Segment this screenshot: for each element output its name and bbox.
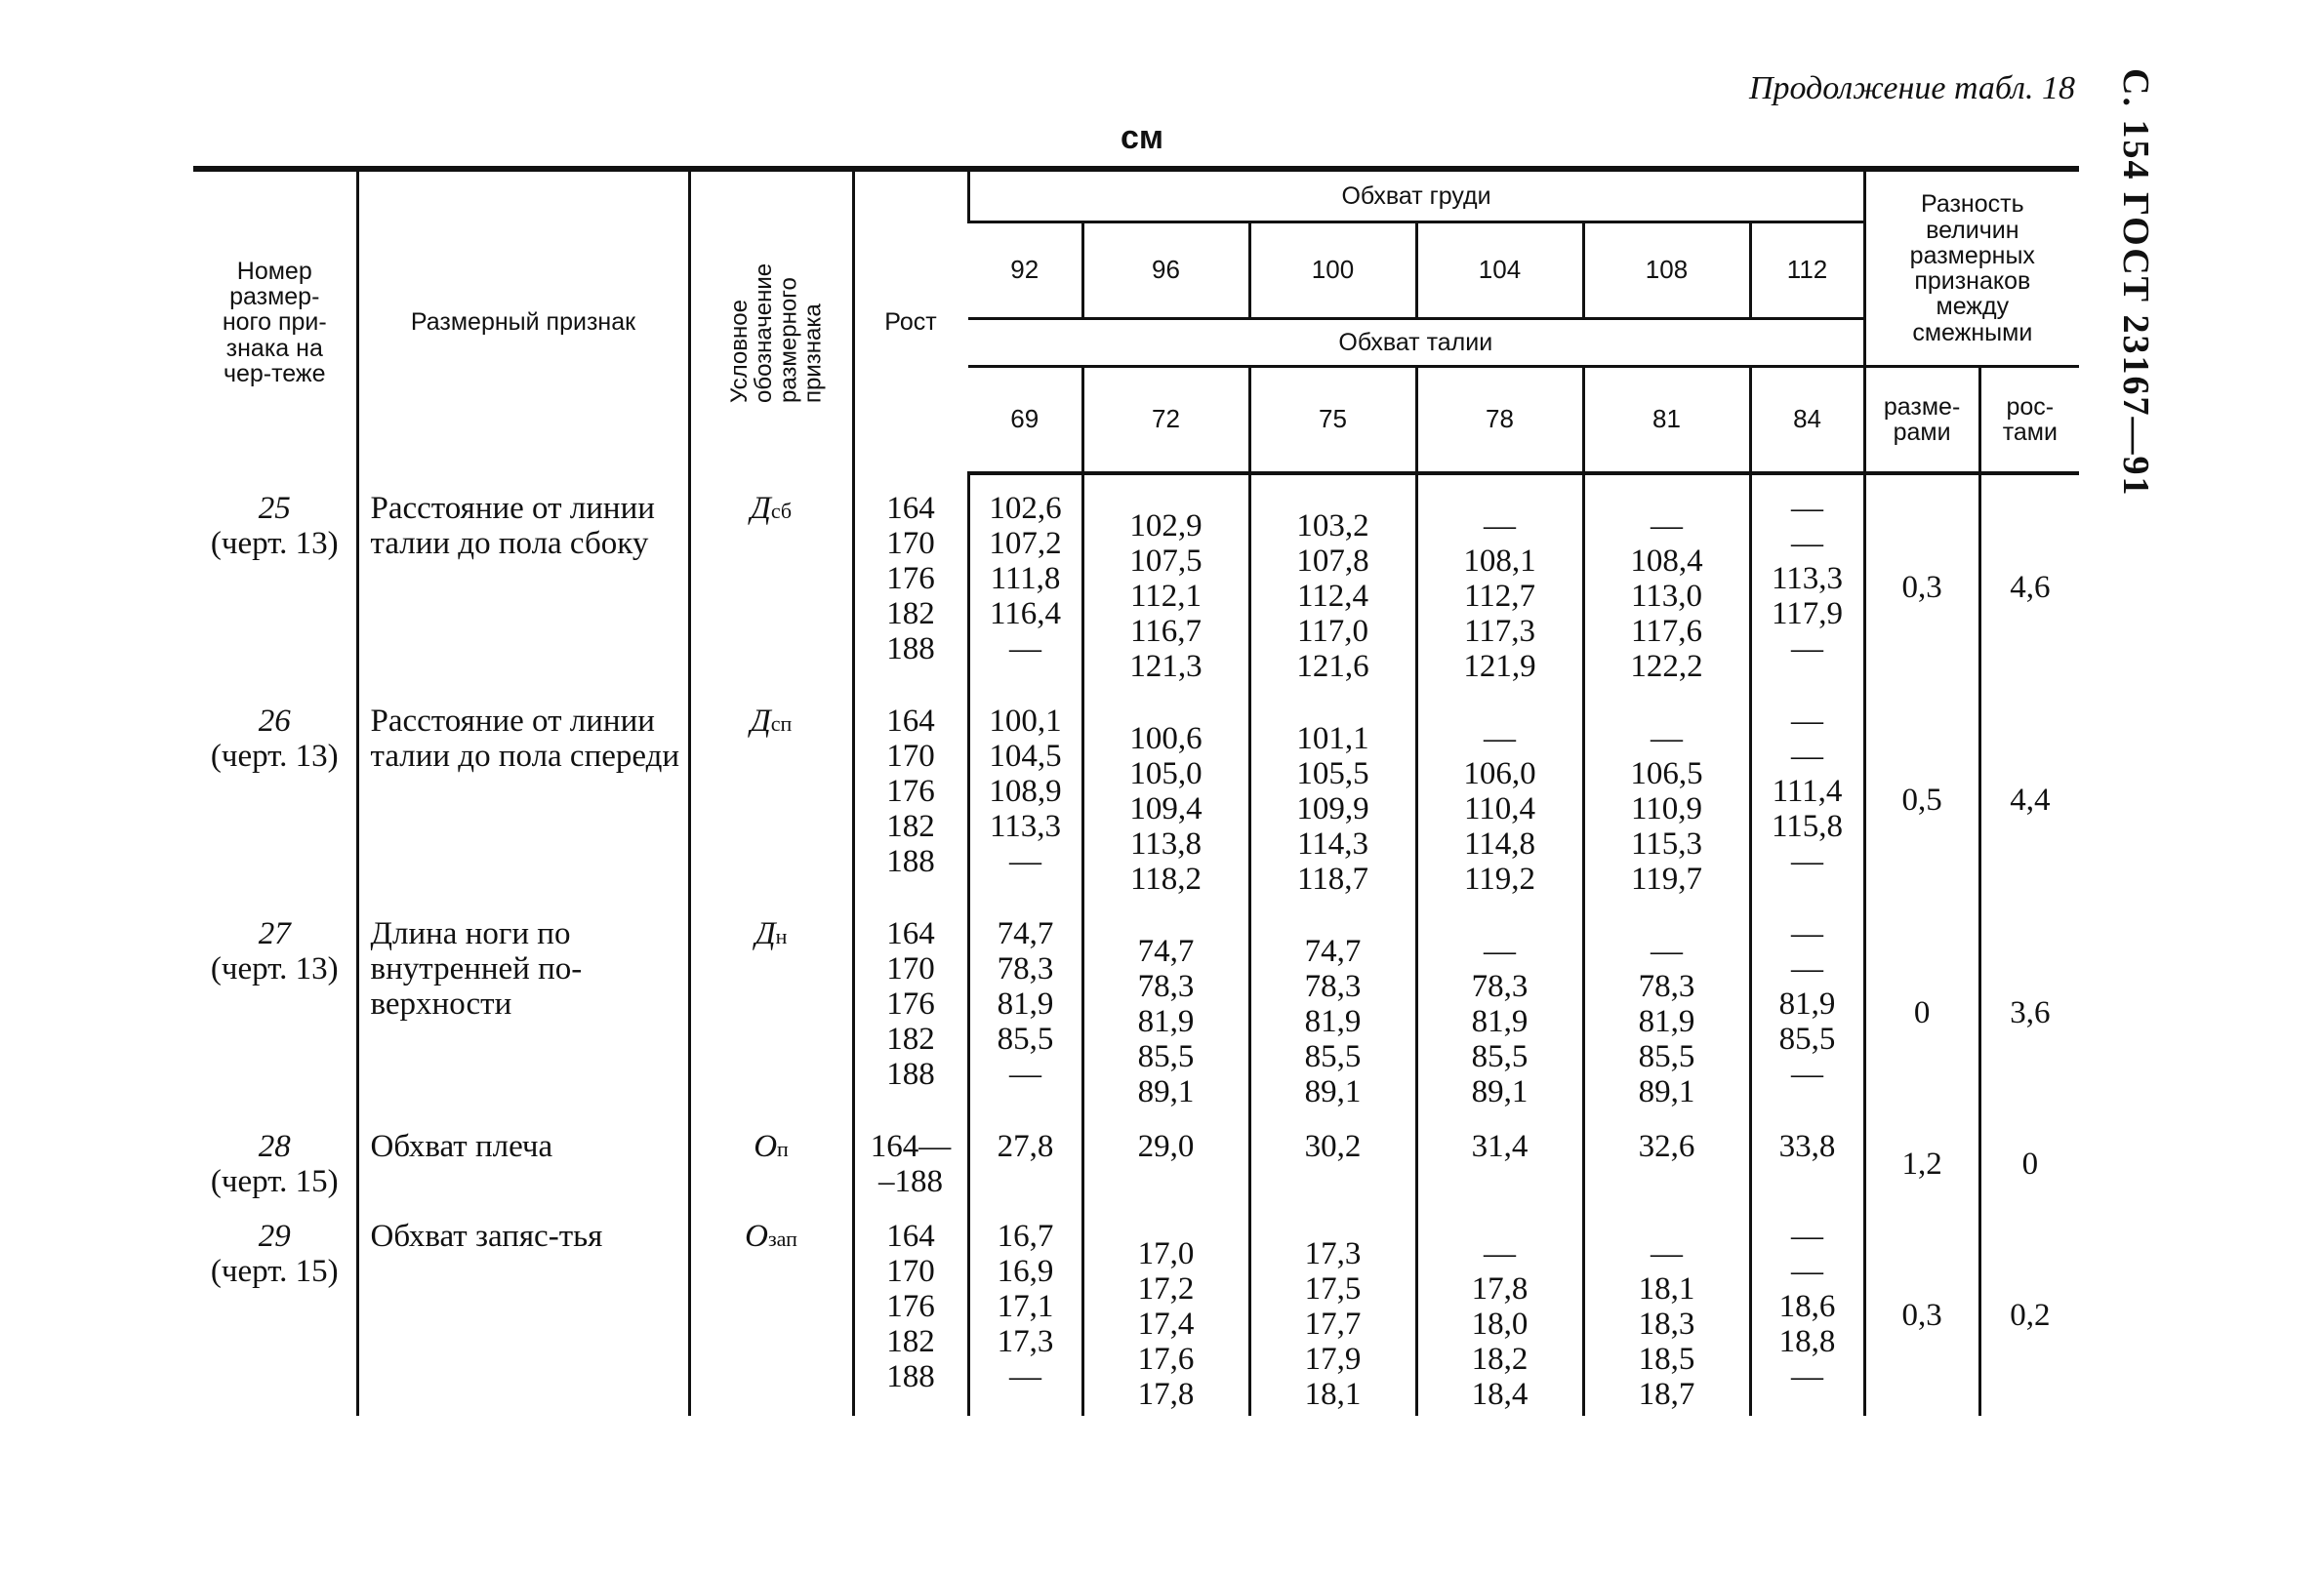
size-value: 119,7 [1630,862,1703,897]
feature-number: 26 [258,704,291,739]
size-value: 111,8 [990,561,1061,596]
size-value: 121,9 [1463,649,1536,684]
size-value-column [1082,491,1249,688]
size-value: — [1791,526,1824,561]
header-chest-104: 104 [1416,222,1583,319]
size-value: 105,0 [1129,756,1203,791]
header-chest-96: 96 [1082,222,1249,319]
size-value: 108,1 [1463,543,1536,579]
size-value: 122,2 [1630,649,1703,684]
symbol-subscript: сб [770,499,793,523]
size-value: 18,5 [1638,1342,1695,1377]
height-value: 170 [886,526,935,561]
size-value: 109,9 [1296,791,1369,826]
size-value-column [1082,704,1249,901]
size-value: — [1791,1219,1824,1254]
size-value: 30,2 [1304,1129,1362,1164]
size-value: 114,3 [1296,826,1369,862]
size-value: 89,1 [1137,1074,1195,1109]
size-value: 116,7 [1129,614,1203,649]
feature-symbol [689,1219,853,1416]
size-value-column [1416,491,1583,688]
size-value: 85,5 [997,1022,1054,1057]
size-value: 117,3 [1463,614,1536,649]
table-caption: Продолжение табл. 18 [1748,70,2075,106]
size-value: 121,6 [1296,649,1369,684]
size-value-column [1583,704,1750,901]
size-value: 111,4 [1772,774,1843,809]
size-value-column [968,1219,1082,1416]
size-value: 113,8 [1129,826,1203,862]
height-value: 182 [886,809,935,844]
size-value: 89,1 [1638,1074,1695,1109]
drawing-reference: (черт. 15) [210,1164,339,1199]
size-value-column [1750,916,1864,1113]
header-chest-108: 108 [1583,222,1750,319]
height-values [853,1129,968,1203]
size-value: — [1791,916,1824,951]
size-value: — [1791,631,1824,666]
size-value: 107,2 [989,526,1062,561]
size-value: 81,9 [997,986,1054,1022]
feature-symbol [689,704,853,901]
height-value: 170 [886,739,935,774]
feature-number-cell [193,704,357,901]
size-value: 113,0 [1630,579,1703,614]
height-value: 164 [886,916,935,951]
header-diff-sizes: разме-рами [1864,367,1979,474]
header-chest-group: Обхват груди [968,169,1864,222]
height-value: 170 [886,1254,935,1289]
size-value: 116,4 [989,596,1062,631]
diff-between-heights: 0,2 [1979,1219,2079,1416]
header-waist-69: 69 [968,367,1082,474]
size-value: — [1484,1236,1516,1271]
size-value-column [1583,1129,1750,1203]
size-value: 103,2 [1296,508,1369,543]
size-value-column [1249,491,1416,688]
size-value: 119,2 [1463,862,1536,897]
size-value-column [1583,491,1750,688]
table-body [193,473,2079,1416]
header-waist-81: 81 [1583,367,1750,474]
size-value-column [1249,1219,1416,1416]
size-value: 17,4 [1137,1307,1195,1342]
size-value: 110,4 [1463,791,1536,826]
size-value: — [1791,844,1824,879]
size-value: 100,6 [1129,721,1203,756]
feature-number-cell [193,491,357,688]
symbol-subscript: зап [767,1227,797,1251]
size-value: 81,9 [1471,1004,1529,1039]
size-value: 81,9 [1778,986,1836,1022]
size-value: — [1009,631,1041,666]
size-value: 17,7 [1304,1307,1362,1342]
feature-number-cell [193,1219,357,1416]
drawing-reference: (черт. 13) [210,526,339,561]
header-chest-92: 92 [968,222,1082,319]
size-value-column [1082,1129,1249,1203]
size-value-column [1750,1129,1864,1203]
height-value: –188 [878,1164,943,1199]
size-value: 102,9 [1129,508,1203,543]
size-value: 17,1 [997,1289,1054,1324]
table-row [193,491,2079,688]
size-value: 113,3 [989,809,1062,844]
symbol-letter: О [745,1219,768,1254]
height-values [853,916,968,1113]
size-value: 112,7 [1463,579,1536,614]
height-value: 188 [886,844,935,879]
size-value: 78,3 [1304,969,1362,1004]
size-value: — [1791,704,1824,739]
size-value: — [1651,721,1683,756]
symbol-letter: О [754,1129,778,1164]
size-value: 74,7 [1304,934,1362,969]
size-value: 17,9 [1304,1342,1362,1377]
size-value: 78,3 [1471,969,1529,1004]
size-value: 31,4 [1471,1129,1529,1164]
symbol-letter: Д [754,916,776,951]
size-value: 18,7 [1638,1377,1695,1412]
table-row [193,704,2079,901]
height-values [853,1219,968,1416]
size-value: 108,4 [1630,543,1703,579]
size-value: 17,8 [1137,1377,1195,1412]
size-value: 117,6 [1630,614,1703,649]
header-chest-100: 100 [1249,222,1416,319]
size-value: 112,4 [1296,579,1369,614]
size-value: — [1009,844,1041,879]
size-value: 101,1 [1296,721,1369,756]
size-value: 85,5 [1778,1022,1836,1057]
header-number: Номер размер-ного при-знака на чер-теже [193,169,357,473]
size-value: 110,9 [1630,791,1703,826]
header-symbol-cell [689,169,853,473]
size-value: — [1009,1359,1041,1394]
size-value: 118,2 [1129,862,1203,897]
diff-between-sizes: 0,3 [1864,491,1979,688]
feature-name: Расстояние от линии талии до пола спереди [357,704,689,901]
height-value: 182 [886,596,935,631]
size-value: 18,1 [1304,1377,1362,1412]
feature-number: 27 [258,916,291,951]
size-value: 109,4 [1129,791,1203,826]
symbol-letter: Д [750,704,771,739]
size-value: 74,7 [1137,934,1195,969]
size-value: 115,8 [1772,809,1844,844]
size-value: 118,7 [1296,862,1369,897]
header-symbol: Условное обозначение размерного признака [726,262,827,403]
size-value: 32,6 [1638,1129,1695,1164]
size-value: 18,3 [1638,1307,1695,1342]
size-value-column [968,491,1082,688]
size-value-column [1249,704,1416,901]
size-value: 105,5 [1296,756,1369,791]
feature-symbol [689,916,853,1113]
feature-name: Обхват плеча [357,1129,689,1203]
header-waist-72: 72 [1082,367,1249,474]
drawing-reference: (черт. 13) [210,739,339,774]
size-value: 17,5 [1304,1271,1362,1307]
height-value: 164 [886,491,935,526]
feature-number: 28 [258,1129,291,1164]
size-value: 78,3 [1137,969,1195,1004]
size-value: 113,3 [1772,561,1844,596]
height-value: 176 [886,986,935,1022]
table-row [193,916,2079,1113]
size-value: 117,0 [1296,614,1369,649]
size-value: 18,2 [1471,1342,1529,1377]
size-value: 112,1 [1129,579,1203,614]
size-value-column [968,704,1082,901]
size-value: 18,1 [1638,1271,1695,1307]
size-value: 81,9 [1304,1004,1362,1039]
symbol-subscript: п [777,1137,789,1161]
feature-symbol [689,1129,853,1203]
size-value: — [1651,934,1683,969]
header-diff-group: Разность величин размерных признаков между смежными [1864,169,2079,367]
diff-between-sizes: 0,5 [1864,704,1979,901]
size-value-column [1583,916,1750,1113]
height-value: 176 [886,561,935,596]
size-value: 104,5 [989,739,1062,774]
size-value: 29,0 [1137,1129,1195,1164]
size-value: 18,0 [1471,1307,1529,1342]
size-value-column [968,1129,1082,1203]
header-waist-group: Обхват талии [968,319,1864,367]
size-value: 33,8 [1778,1129,1836,1164]
header-chest-112: 112 [1750,222,1864,319]
header-waist-75: 75 [1249,367,1416,474]
header-waist-84: 84 [1750,367,1864,474]
table-row [193,1129,2079,1203]
height-value: 188 [886,631,935,666]
size-value-column [1750,491,1864,688]
symbol-subscript: сп [770,711,793,736]
size-value-column [1082,1219,1249,1416]
height-values [853,704,968,901]
header-height: Рост [853,169,968,473]
diff-between-heights: 3,6 [1979,916,2079,1113]
size-value: — [1791,1359,1824,1394]
table-row [193,1219,2079,1416]
size-value: 102,6 [989,491,1062,526]
size-value-column [1583,1219,1750,1416]
feature-number-cell [193,916,357,1113]
size-value: — [1791,491,1824,526]
size-value: 121,3 [1129,649,1203,684]
symbol-subscript: н [775,924,788,948]
size-value: 17,8 [1471,1271,1529,1307]
size-value-column [1416,916,1583,1113]
size-value: 18,8 [1778,1324,1836,1359]
size-value: 85,5 [1304,1039,1362,1074]
size-value: 17,0 [1137,1236,1195,1271]
size-value: 89,1 [1304,1074,1362,1109]
height-value: 176 [886,1289,935,1324]
size-value: — [1791,951,1824,986]
size-value-column [1416,1219,1583,1416]
size-value: 16,7 [997,1219,1054,1254]
size-value: 17,2 [1137,1271,1195,1307]
size-value: 114,8 [1463,826,1536,862]
size-value-column [1416,1129,1583,1203]
size-value: 107,5 [1129,543,1203,579]
size-value: 27,8 [997,1129,1054,1164]
symbol-letter: Д [750,491,771,526]
size-value: 115,3 [1630,826,1703,862]
measurement-table [193,166,2079,1416]
size-value: — [1484,721,1516,756]
diff-between-heights: 0 [1979,1129,2079,1203]
size-value: — [1484,508,1516,543]
size-value-column [968,916,1082,1113]
size-value: 107,8 [1296,543,1369,579]
size-value: — [1791,739,1824,774]
height-value: 182 [886,1022,935,1057]
height-value: 188 [886,1057,935,1092]
size-value-column [1249,916,1416,1113]
height-value: 176 [886,774,935,809]
size-value: 108,9 [989,774,1062,809]
size-value: 100,1 [989,704,1062,739]
diff-between-heights: 4,4 [1979,704,2079,901]
size-value: 85,5 [1638,1039,1695,1074]
diff-between-sizes: 1,2 [1864,1129,1979,1203]
size-value: 18,4 [1471,1377,1529,1412]
size-value-column [1082,916,1249,1113]
page-side-header: С. 154 ГОСТ 23167—91 [2115,68,2156,498]
size-value: 17,6 [1137,1342,1195,1377]
header-diff-heights: рос-тами [1979,367,2079,474]
diff-between-sizes: 0 [1864,916,1979,1113]
diff-between-sizes: 0,3 [1864,1219,1979,1416]
size-value-column [1750,704,1864,901]
header-name: Размерный признак [357,169,689,473]
size-value: 106,0 [1463,756,1536,791]
size-value: 17,3 [1304,1236,1362,1271]
size-value: 78,3 [1638,969,1695,1004]
table-header [193,169,2079,473]
height-value: 170 [886,951,935,986]
header-waist-78: 78 [1416,367,1583,474]
drawing-reference: (черт. 13) [210,951,339,986]
height-value: 164 [886,1219,935,1254]
size-value: — [1651,508,1683,543]
size-value: 85,5 [1137,1039,1195,1074]
size-value: 78,3 [997,951,1054,986]
height-value: 182 [886,1324,935,1359]
size-value: — [1484,934,1516,969]
feature-number-cell [193,1129,357,1203]
size-value: 17,3 [997,1324,1054,1359]
size-value: 16,9 [997,1254,1054,1289]
size-value: 89,1 [1471,1074,1529,1109]
size-value: — [1651,1236,1683,1271]
size-value: 81,9 [1137,1004,1195,1039]
feature-name: Обхват запяс-тья [357,1219,689,1416]
size-value-column [1416,704,1583,901]
feature-number: 29 [258,1219,291,1254]
height-value: 164— [870,1129,952,1164]
size-value: 117,9 [1772,596,1844,631]
unit-label: см [1120,119,1164,156]
feature-name: Расстояние от линии талии до пола сбоку [357,491,689,688]
size-value: — [1791,1254,1824,1289]
size-value: 106,5 [1630,756,1703,791]
size-value-column [1249,1129,1416,1203]
feature-symbol [689,491,853,688]
feature-name: Длина ноги по внутренней по-верхности [357,916,689,1113]
size-value: 18,6 [1778,1289,1836,1324]
size-value: 81,9 [1638,1004,1695,1039]
height-value: 188 [886,1359,935,1394]
size-value: — [1791,1057,1824,1092]
feature-number: 25 [258,491,291,526]
size-value: — [1009,1057,1041,1092]
height-value: 164 [886,704,935,739]
size-value: 85,5 [1471,1039,1529,1074]
diff-between-heights: 4,6 [1979,491,2079,688]
drawing-reference: (черт. 15) [210,1254,339,1289]
size-value-column [1750,1219,1864,1416]
height-values [853,491,968,688]
size-value: 74,7 [997,916,1054,951]
